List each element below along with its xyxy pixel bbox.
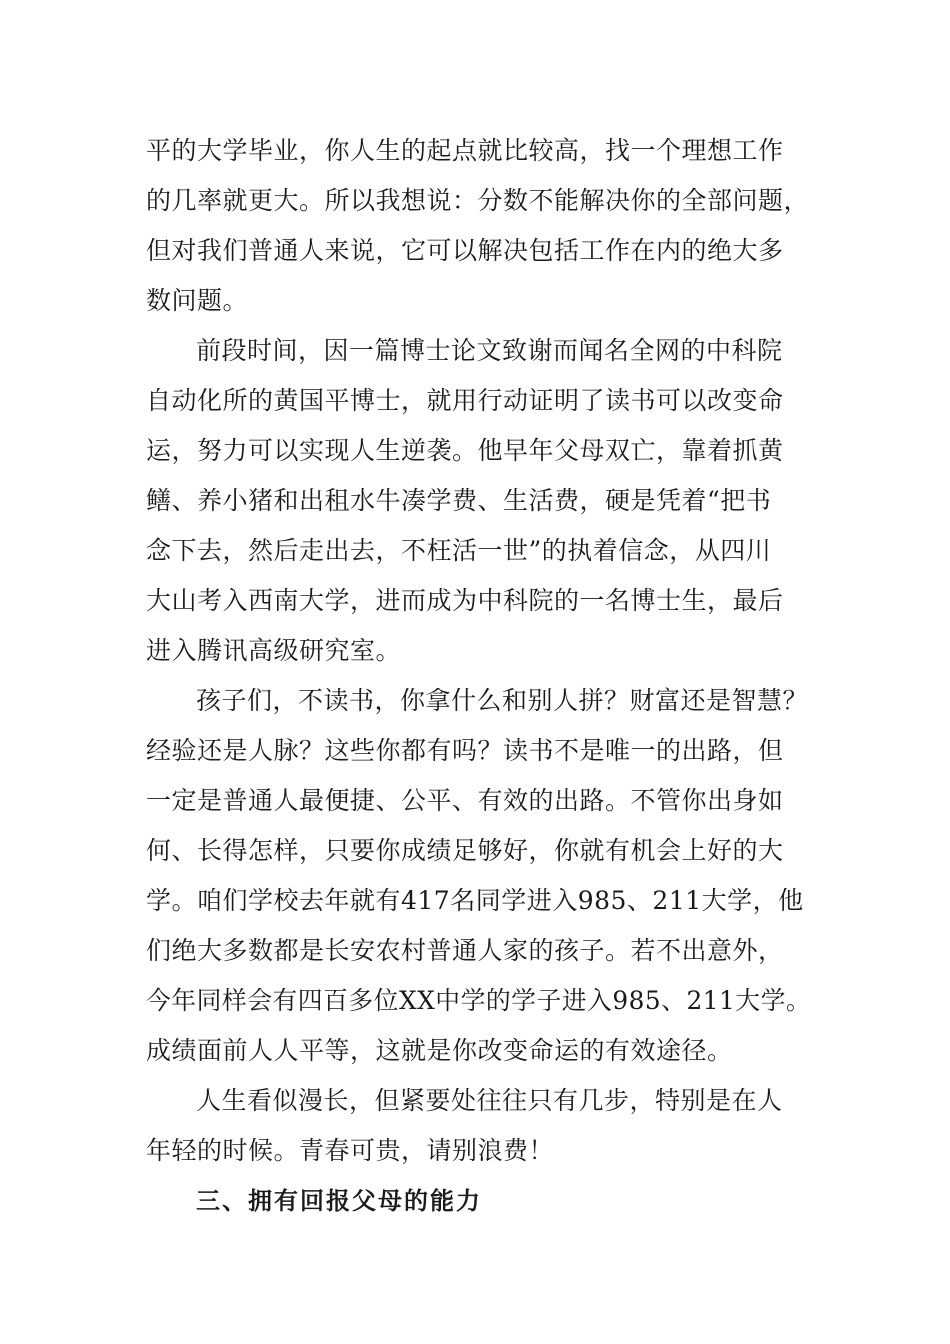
text-line: 念下去，然后走出去，不枉活一世”的执着信念，从四川 (146, 536, 772, 565)
paragraph-start-line: 人生看似漫长，但紧要处往往只有几步，特别是在人 (196, 1086, 783, 1115)
text-line: 的几率就更大。所以我想说：分数不能解决你的全部问题， (146, 186, 810, 215)
text-line: 们绝大多数都是长安农村普通人家的孩子。若不出意外， (146, 936, 784, 965)
text-line: 平的大学毕业，你人生的起点就比较高，找一个理想工作 (146, 136, 784, 165)
paragraph-start-line: 前段时间，因一篇博士论文致谢而闻名全网的中科院 (196, 336, 783, 365)
text-line: 鳝、养小猪和出租水牛凑学费、生活费，硬是凭着“把书 (146, 486, 772, 515)
text-line: 大山考入西南大学，进而成为中科院的一名博士生，最后 (146, 586, 784, 615)
text-line: 但对我们普通人来说，它可以解决包括工作在内的绝大多 (146, 236, 784, 265)
section-heading: 三、拥有回报父母的能力 (196, 1187, 482, 1215)
text-line: 自动化所的黄国平博士，就用行动证明了读书可以改变命 (146, 386, 784, 415)
text-line: 今年同样会有四百多位XX中学的学子进入985、211大学。 (146, 986, 812, 1015)
text-line: 成绩面前人人平等，这就是你改变命运的有效途径。 (146, 1036, 733, 1065)
text-line: 年轻的时候。青春可贵，请别浪费！ (146, 1136, 555, 1165)
text-line: 运，努力可以实现人生逆袭。他早年父母双亡，靠着抓黄 (146, 436, 784, 465)
text-line: 一定是普通人最便捷、公平、有效的出路。不管你出身如 (146, 786, 784, 815)
text-line: 经验还是人脉？这些你都有吗？读书不是唯一的出路，但 (146, 736, 784, 765)
text-line: 进入腾讯高级研究室。 (146, 636, 402, 665)
paragraph-start-line: 孩子们，不读书，你拿什么和别人拼？财富还是智慧？ (196, 686, 809, 715)
text-line: 学。咱们学校去年就有417名同学进入985、211大学，他 (146, 886, 804, 915)
text-line: 何、长得怎样，只要你成绩足够好，你就有机会上好的大 (146, 836, 784, 865)
text-line: 数问题。 (146, 286, 249, 315)
